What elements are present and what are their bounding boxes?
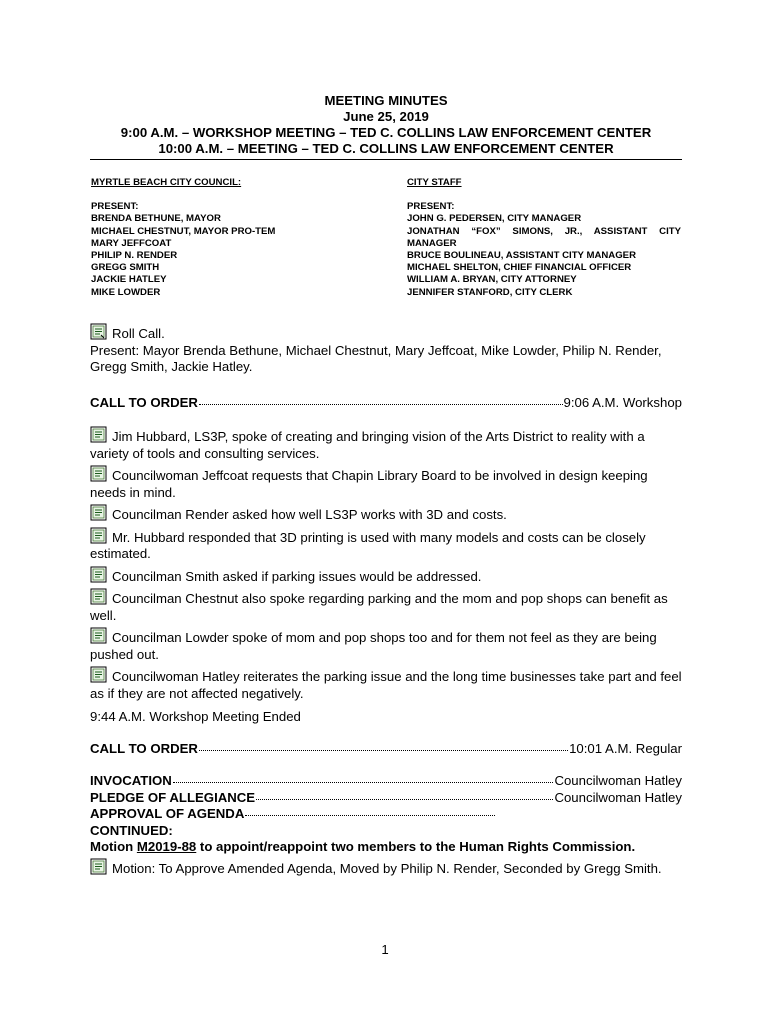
staff-member: JENNIFER STANFORD, CITY CLERK	[407, 286, 573, 298]
agenda-row	[90, 806, 682, 823]
motion-prefix: Motion	[90, 839, 137, 854]
note-item	[90, 465, 682, 501]
council-member: JACKIE HATLEY	[91, 274, 167, 286]
staff-member: JONATHAN “FOX” SIMONS, JR., ASSISTANT CITY	[407, 225, 681, 237]
invocation-row	[90, 773, 682, 790]
agenda-section	[90, 773, 682, 877]
council-member: PHILIP N. RENDER	[91, 250, 178, 262]
motion-line	[90, 839, 682, 856]
note-text: Councilman Render asked how well LS3P works with 3D and costs.	[112, 507, 507, 522]
motion-note-text: Motion: To Approve Amended Agenda, Moved by Philip N. Render, Seconded by Gregg Smith.	[112, 860, 662, 876]
note-icon	[90, 588, 108, 606]
motion-text: to appoint/reappoint two members to the Human Rights Commission.	[196, 839, 636, 854]
document-header	[90, 93, 682, 157]
note-icon	[90, 504, 108, 522]
note-icon	[90, 858, 108, 876]
council-column	[91, 177, 391, 299]
council-member: GREGG SMITH	[91, 262, 160, 274]
pledge-row	[90, 790, 682, 807]
note-icon	[90, 465, 108, 483]
header-date: June 25, 2019	[343, 109, 429, 124]
workshop-notes	[90, 426, 682, 702]
council-member: MICHAEL CHESTNUT, MAYOR PRO-TEM	[91, 225, 276, 237]
council-member: MARY JEFFCOAT	[91, 237, 172, 249]
staff-member: MICHAEL SHELTON, CHIEF FINANCIAL OFFICER	[407, 262, 632, 274]
rollcall-section	[90, 323, 682, 376]
staff-member: WILLIAM A. BRYAN, CITY ATTORNEY	[407, 274, 577, 286]
staff-member: BRUCE BOULINEAU, ASSISTANT CITY MANAGER	[407, 250, 637, 262]
invocation-label: INVOCATION	[90, 773, 172, 788]
continued-label: CONTINUED:	[90, 822, 173, 838]
council-heading: MYRTLE BEACH CITY COUNCIL:	[91, 177, 242, 188]
note-text: Councilman Smith asked if parking issues would be addressed.	[112, 568, 482, 584]
note-icon	[90, 527, 108, 545]
leader-dots	[199, 750, 568, 751]
note-text: Councilman Lowder spoke of mom and pop shops too and for them not feel as they are being pushed out.	[90, 630, 657, 662]
leader-dots	[173, 782, 554, 783]
call-to-order-label: CALL TO ORDER	[90, 741, 198, 756]
council-present-label: PRESENT:	[91, 201, 139, 213]
staff-member: MANAGER	[407, 237, 457, 249]
note-item	[90, 666, 682, 702]
note-text: Councilman Chestnut also spoke regarding parking and the mom and pop shops can benefit as well.	[90, 591, 668, 623]
note-text: Councilwoman Jeffcoat requests that Chapin Library Board to be involved in design keeping needs in mind.	[90, 468, 648, 500]
header-meeting-line: 10:00 A.M. – MEETING – TED C. COLLINS LAW ENFORCEMENT CENTER	[158, 141, 614, 156]
note-icon	[90, 426, 108, 444]
call-to-order-regular	[90, 741, 682, 758]
call-to-order-time: 10:01 A.M. Regular	[569, 741, 682, 756]
call-to-order-time: 9:06 A.M. Workshop	[563, 395, 682, 410]
note-icon	[90, 666, 108, 684]
header-title: MEETING MINUTES	[324, 93, 448, 108]
note-item	[90, 858, 682, 878]
rollcall-present: Present: Mayor Brenda Bethune, Michael Chestnut, Mary Jeffcoat, Mike Lowder, Philip N. Render, Gregg Smith, Jackie Hatley.	[90, 342, 662, 374]
invocation-value: Councilwoman Hatley	[554, 773, 682, 788]
note-item	[90, 426, 682, 462]
leader-dots	[245, 815, 495, 816]
note-item	[90, 504, 682, 524]
note-item	[90, 588, 682, 624]
note-icon	[90, 566, 108, 584]
note-item	[90, 627, 682, 663]
note-icon	[90, 323, 108, 341]
note-text: Mr. Hubbard responded that 3D printing is used with many models and costs can be closely estimated.	[90, 529, 646, 561]
note-text: Councilwoman Hatley reiterates the parking issue and the long time businesses take part and feel as if they are not affected negatively.	[90, 669, 682, 701]
call-to-order-label: CALL TO ORDER	[90, 395, 198, 410]
staff-column	[407, 177, 681, 299]
leader-dots	[256, 799, 553, 800]
leader-dots	[199, 404, 563, 405]
note-item	[90, 566, 682, 586]
note-icon	[90, 627, 108, 645]
pledge-value: Councilwoman Hatley	[554, 789, 682, 805]
agenda-label: APPROVAL OF AGENDA	[90, 806, 245, 821]
note-text: Jim Hubbard, LS3P, spoke of creating and bringing vision of the Arts District to reality with a variety of tools and consulting services.	[90, 429, 645, 461]
note-item	[90, 527, 682, 563]
header-divider	[90, 159, 682, 160]
header-workshop-line: 9:00 A.M. – WORKSHOP MEETING – TED C. COLLINS LAW ENFORCEMENT CENTER	[120, 125, 652, 140]
workshop-ended: 9:44 A.M. Workshop Meeting Ended	[90, 709, 301, 724]
staff-member: JOHN G. PEDERSEN, CITY MANAGER	[407, 213, 582, 225]
page-number: 1	[381, 942, 389, 957]
staff-heading: CITY STAFF	[407, 177, 462, 188]
rollcall-label: Roll Call.	[112, 326, 165, 341]
staff-present-label: PRESENT:	[407, 201, 455, 213]
motion-number: M2019-88	[136, 839, 197, 854]
council-member: BRENDA BETHUNE, MAYOR	[91, 213, 221, 225]
call-to-order-workshop	[90, 395, 682, 412]
pledge-label: PLEDGE OF ALLEGIANCE	[90, 789, 256, 805]
council-member: MIKE LOWDER	[91, 286, 161, 298]
